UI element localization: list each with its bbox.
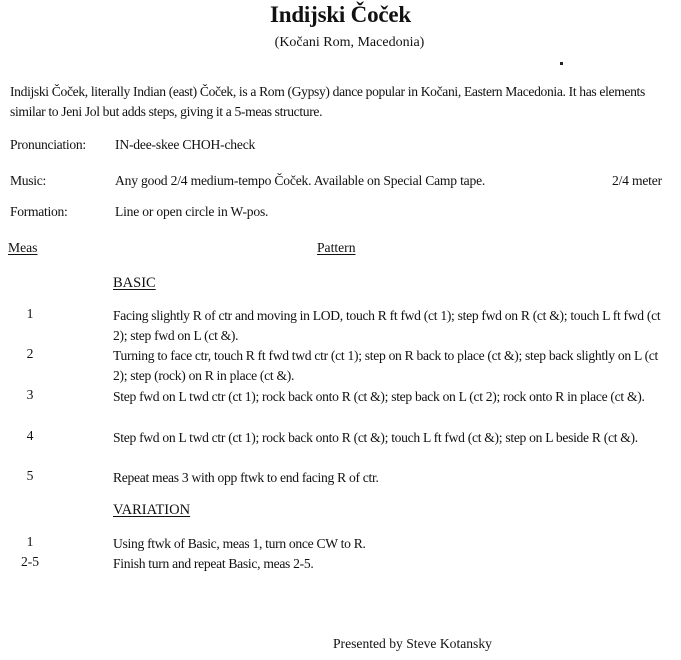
- pattern-description: Step fwd on L twd ctr (ct 1); rock back onto R (ct &); step back on L (ct 2); rock onto R in place (ct &).: [113, 389, 645, 404]
- intro-paragraph: Indijski Čoček, literally Indian (east) Čoček, is a Rom (Gypsy) dance popular in Kočani, Eastern Macedonia. It has elements similar to Jeni Jol but adds steps, giving it a 5-meas structure.: [10, 84, 645, 119]
- formation-value: Line or open circle in W-pos.: [115, 204, 269, 219]
- pronunciation-label: Pronunciation:: [10, 137, 86, 152]
- pattern-description: Using ftwk of Basic, meas 1, turn once CW to R.: [113, 536, 366, 551]
- meter-value: 2/4 meter: [612, 173, 662, 188]
- stray-mark: [560, 62, 563, 65]
- variation-heading: VARIATION: [113, 502, 191, 518]
- pattern-description: Repeat meas 3 with opp ftwk to end facing R of ctr.: [113, 470, 379, 485]
- formation-label: Formation:: [10, 204, 68, 219]
- pattern-description: Step fwd on L twd ctr (ct 1); rock back onto R (ct &); touch L ft fwd (ct &); step on L beside R (ct &).: [113, 430, 638, 445]
- pattern-description: Facing slightly R of ctr and moving in LOD, touch R ft fwd (ct 1); step fwd on R (ct &); touch L ft fwd (ct 2); step fwd on L (ct &).: [113, 308, 661, 343]
- meas-number: 2: [26, 346, 34, 361]
- dance-title: Indijski Čoček: [270, 2, 411, 27]
- pattern-description: Turning to face ctr, touch R ft fwd twd ctr (ct 1); step on R back to place (ct &); step back slightly on L (ct 2); step (rock) on R in place (ct &).: [113, 348, 659, 383]
- pattern-description: Finish turn and repeat Basic, meas 2-5.: [113, 556, 314, 571]
- meas-number: 4: [26, 428, 34, 443]
- presenter-credit: Presented by Steve Kotansky: [333, 636, 492, 651]
- music-value: Any good 2/4 medium-tempo Čoček. Available on Special Camp tape.: [115, 173, 486, 188]
- meas-number: 1: [26, 534, 34, 549]
- meas-number: 1: [26, 306, 34, 321]
- pronunciation-value: IN-dee-skee CHOH-check: [115, 137, 256, 152]
- music-label: Music:: [10, 173, 46, 188]
- pattern-column-header: Pattern: [317, 240, 356, 255]
- meas-number: 3: [26, 387, 34, 402]
- meas-number: 5: [26, 468, 34, 483]
- meas-column-header: Meas: [8, 240, 38, 255]
- basic-heading: BASIC: [113, 275, 156, 291]
- dance-subtitle: (Kočani Rom, Macedonia): [274, 35, 425, 50]
- meas-number: 2-5: [20, 554, 40, 569]
